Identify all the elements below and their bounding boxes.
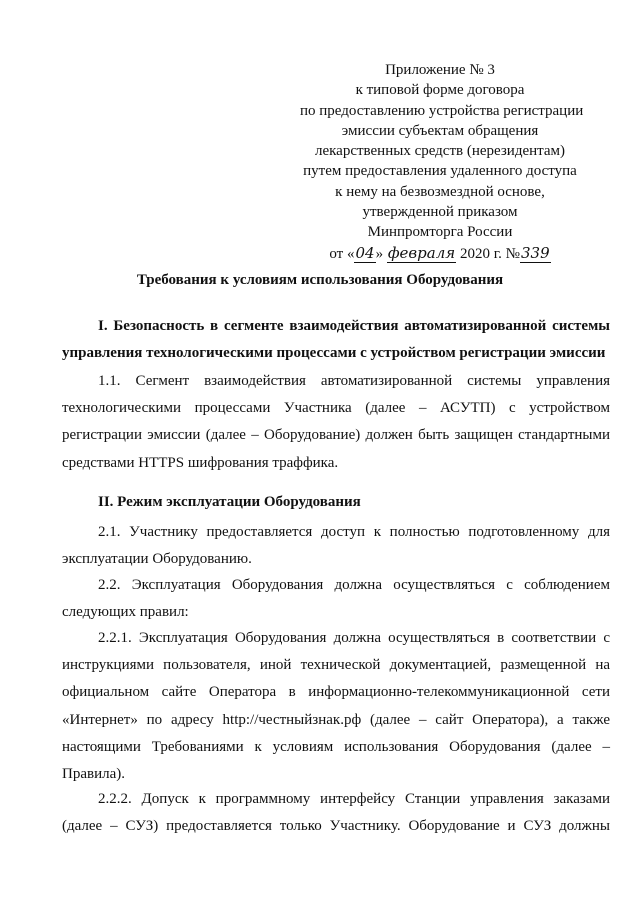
- section-2-paragraph-2-2-2: 2.2.2. Допуск к программному интерфейсу Станции управления заказами (далее – СУЗ) предоставляется только Участнику. Оборудование и СУЗ должны: [62, 791, 610, 835]
- date-mid: »: [375, 245, 384, 262]
- section-2-paragraph-2-2: 2.2. Эксплуатация Оборудования должна осуществляться с соблюдением следующих правил:: [62, 577, 610, 621]
- appendix-line: Приложение № 3: [385, 62, 495, 78]
- date-prefix: от «: [329, 245, 355, 262]
- section-1-heading: I. Безопасность в сегменте взаимодействия автоматизированной системы управления технологическими процессами с устройством регистрации эмиссии: [62, 318, 610, 362]
- appendix-line: лекарственных средств (нерезидентам): [314, 143, 566, 160]
- appendix-line: по предоставлению устройства регистрации: [300, 102, 584, 119]
- appendix-line: эмиссии субъектам обращения: [341, 122, 539, 139]
- appendix-line: к нему на безвозмездной основе,: [335, 183, 545, 200]
- date-number-handwritten: 339: [520, 243, 550, 262]
- appendix-date-line: [300, 243, 580, 264]
- section-2-paragraph-2-2-1: 2.2.1. Эксплуатация Оборудования должна осуществляться в соответствии с инструкциями пользователя, иной технической документацией, размещенной на официальном сайте Оператора в информационно-телекоммуникационной сети «Интернет» по адресу http://честныйзнак.рф (далее – сайт Оператора), а также настоящими Требованиями к условиям использования Оборудования (далее – Правила).: [62, 630, 610, 783]
- section-1-paragraph-1-1: 1.1. Сегмент взаимодействия автоматизированной системы управления технологическими процессами Участника (далее – АСУТП) с устройством регистрации эмиссии (далее – Оборудование) должен быть защищен стандартными средствами HTTPS шифрования траффика.: [62, 373, 610, 471]
- date-day-handwritten: 04: [355, 243, 375, 262]
- appendix-line: путем предоставления удаленного доступа: [303, 163, 577, 180]
- document-title: Требования к условиям использования Оборудования: [136, 272, 504, 288]
- appendix-line: к типовой форме договора: [355, 82, 525, 99]
- appendix-line: Минпромторга России: [367, 224, 513, 241]
- appendix-line: утвержденной приказом: [362, 204, 518, 221]
- appendix-block: [300, 60, 584, 264]
- date-year: 2020 г. №: [459, 245, 520, 262]
- section-2-paragraph-2-1: 2.1. Участнику предоставляется доступ к полностью подготовленному для эксплуатации Оборудованию.: [62, 524, 610, 568]
- date-month-handwritten: февраля: [387, 243, 456, 262]
- section-2-heading: II. Режим эксплуатации Оборудования: [98, 494, 361, 510]
